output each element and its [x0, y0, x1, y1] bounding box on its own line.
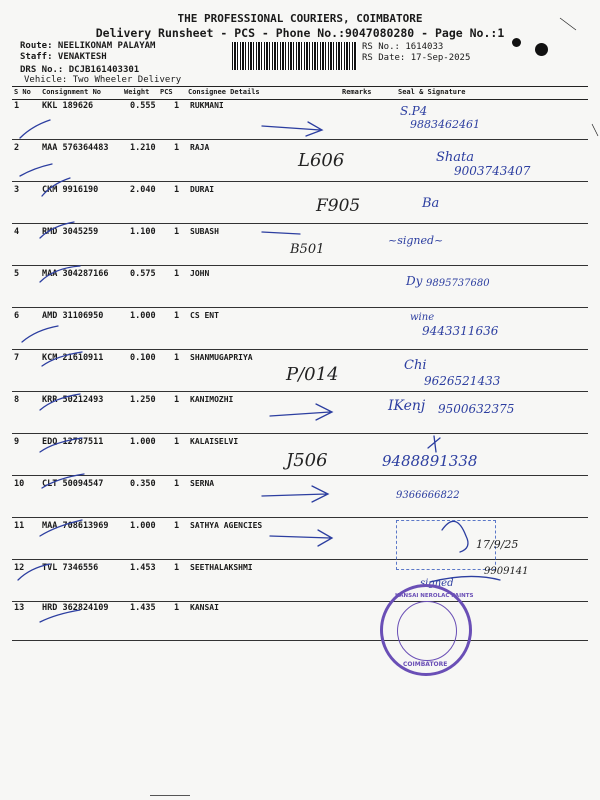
handwritten-remark: L606 — [298, 150, 345, 171]
rs-number: RS No.: 1614033 — [362, 42, 444, 52]
handwritten-initials: S.P4 — [400, 104, 428, 118]
vehicle-label: Vehicle: Two Wheeler Delivery — [24, 75, 182, 85]
row-sno: 12 — [14, 563, 25, 573]
arrow-mark — [270, 404, 332, 420]
row-consignee: SHANMUGAPRIYA — [190, 353, 253, 362]
handwritten-phone: 9488891338 — [382, 452, 478, 470]
check-mark — [20, 120, 50, 138]
row-consignee: JOHN — [190, 269, 210, 278]
check-mark — [40, 394, 80, 410]
row-pcs: 1 — [174, 603, 180, 613]
col-consignee: Consignee Details — [188, 88, 260, 96]
check-mark — [40, 438, 82, 452]
edge-mark — [592, 124, 598, 136]
row-sno: 7 — [14, 353, 20, 363]
handwritten-phone: 9003743407 — [454, 164, 531, 178]
row-pcs: 1 — [174, 521, 180, 531]
col-sno: S No — [14, 88, 31, 96]
row-consignee: KALAISELVI — [190, 437, 239, 446]
row-sno: 5 — [14, 269, 20, 279]
arrow-mark — [270, 530, 332, 546]
check-mark — [18, 564, 50, 580]
check-mark — [40, 520, 82, 536]
handwritten-remark: P/014 — [286, 364, 339, 385]
rs-date: RS Date: 17-Sep-2025 — [362, 53, 471, 63]
runsheet-subtitle: Delivery Runsheet - PCS - Phone No.:9047080280 - Page No.:1 — [95, 26, 505, 40]
col-pcs: PCS — [160, 88, 173, 96]
seal-inner-ring — [397, 601, 457, 661]
row-sno: 9 — [14, 437, 20, 447]
handwritten-remark: B501 — [290, 242, 325, 257]
handwritten-signature: Dy — [406, 274, 423, 288]
row-consignment: MAA 304287166 — [42, 269, 109, 279]
row-weight: 0.100 — [130, 353, 156, 363]
row-weight: 1.000 — [130, 437, 156, 447]
handwritten-remark: F905 — [316, 196, 361, 216]
row-consignee: KANSAI — [190, 603, 219, 612]
seal-top-text: KANSAI NEROLAC PAINTS — [395, 593, 474, 599]
row-consignee: SEETHALAKSHMI — [190, 563, 253, 572]
row-sno: 8 — [14, 395, 20, 405]
handwritten-phone: 9883462461 — [410, 118, 480, 131]
row-sno: 13 — [14, 603, 25, 613]
row-consignment: CKM 9916190 — [42, 185, 99, 195]
row-consignment: EDQ 12787511 — [42, 437, 104, 447]
handwritten-phone: 9443311636 — [422, 324, 499, 338]
check-mark — [42, 178, 70, 196]
row-sno: 1 — [14, 101, 20, 111]
handwritten-phone: 9366666822 — [396, 490, 460, 501]
row-weight: 1.453 — [130, 563, 156, 573]
check-mark — [42, 352, 82, 366]
row-consignment: RMD 3045259 — [42, 227, 99, 237]
row-consignment: MAA 708613969 — [42, 521, 109, 531]
row-consignment: TVL 7346556 — [42, 563, 99, 573]
row-consignee: SUBASH — [190, 227, 219, 236]
drs-label: DRS No.: DCJB161403301 — [20, 65, 140, 75]
check-mark — [40, 222, 74, 238]
row-weight: 1.000 — [130, 521, 156, 531]
arrow-mark — [262, 122, 322, 136]
row-pcs: 1 — [174, 143, 180, 153]
row-consignee: SERNA — [190, 479, 215, 488]
check-mark — [20, 164, 52, 176]
handwritten-signature: Chi — [404, 358, 427, 373]
company-seal — [380, 584, 472, 676]
row-weight: 0.350 — [130, 479, 156, 489]
row-pcs: 1 — [174, 353, 180, 363]
col-seal-signature: Seal & Signature — [398, 88, 466, 96]
check-mark — [42, 474, 84, 488]
handwritten-phone: 9895737680 — [426, 278, 490, 289]
row-weight: 1.100 — [130, 227, 156, 237]
row-sno: 2 — [14, 143, 20, 153]
route-label: Route: NEELIKONAM PALAYAM — [20, 41, 156, 51]
handwritten-phone: 9909141 — [484, 566, 529, 577]
row-pcs: 1 — [174, 227, 180, 237]
row-sno: 11 — [14, 521, 25, 531]
row-sno: 4 — [14, 227, 20, 237]
handwritten-signature: wine — [410, 312, 435, 323]
row-weight: 1.210 — [130, 143, 156, 153]
staff-label: Staff: VENAKTESH — [20, 52, 107, 62]
row-consignment: HRD 362824109 — [42, 603, 109, 613]
row-consignment: KKL 189626 — [42, 101, 94, 111]
dash-mark — [262, 232, 300, 234]
check-mark — [22, 326, 58, 342]
check-mark — [40, 266, 80, 282]
row-consignment: AMD 31106950 — [42, 311, 104, 321]
row-sno: 6 — [14, 311, 20, 321]
col-weight: Weight — [124, 88, 150, 96]
company-title: THE PROFESSIONAL COURIERS, COIMBATORE — [177, 12, 423, 25]
row-weight: 1.435 — [130, 603, 156, 613]
star-mark — [428, 436, 440, 452]
row-weight: 1.000 — [130, 311, 156, 321]
row-pcs: 1 — [174, 479, 180, 489]
col-consignment: Consignment No — [42, 88, 102, 96]
handwritten-signature: signed — [420, 578, 454, 589]
corner-mark — [560, 18, 576, 30]
row-weight: 1.250 — [130, 395, 156, 405]
handwritten-signature: ~signed~ — [388, 234, 444, 247]
row-consignment: KCM 21610911 — [42, 353, 104, 363]
row-consignment: MAA 576364483 — [42, 143, 109, 153]
handwritten-phone: 9500632375 — [438, 402, 515, 416]
handwritten-signature: Ba — [422, 196, 440, 211]
row-pcs: 1 — [174, 185, 180, 195]
footer-line — [150, 795, 190, 796]
handwritten-signature: IKenj — [388, 398, 426, 414]
row-pcs: 1 — [174, 269, 180, 279]
row-consignee: CS ENT — [190, 311, 219, 320]
col-remarks: Remarks — [342, 88, 372, 96]
handwritten-phone: 9626521433 — [424, 374, 501, 388]
handwritten-remark: J506 — [286, 450, 328, 471]
handwritten-signature: Shata — [436, 150, 475, 165]
row-consignee: RAJA — [190, 143, 210, 152]
row-weight: 0.555 — [130, 101, 156, 111]
row-consignee: SATHYA AGENCIES — [190, 521, 263, 530]
arrow-mark — [262, 486, 328, 502]
row-weight: 2.040 — [130, 185, 156, 195]
row-pcs: 1 — [174, 311, 180, 321]
handwritten-date: 17/9/25 — [476, 538, 519, 551]
row-sno: 10 — [14, 479, 25, 489]
check-mark — [40, 610, 80, 622]
row-consignment: CLT 50094547 — [42, 479, 104, 489]
row-pcs: 1 — [174, 437, 180, 447]
row-pcs: 1 — [174, 563, 180, 573]
row-pcs: 1 — [174, 101, 180, 111]
seal-bottom-text: COIMBATORE — [403, 661, 448, 668]
row-consignee: RUKMANI — [190, 101, 224, 110]
row-weight: 0.575 — [130, 269, 156, 279]
row-consignee: KANIMOZHI — [190, 395, 234, 404]
row-sno: 3 — [14, 185, 20, 195]
row-consignee: DURAI — [190, 185, 215, 194]
row-pcs: 1 — [174, 395, 180, 405]
row-consignment: KRR 50212493 — [42, 395, 104, 405]
